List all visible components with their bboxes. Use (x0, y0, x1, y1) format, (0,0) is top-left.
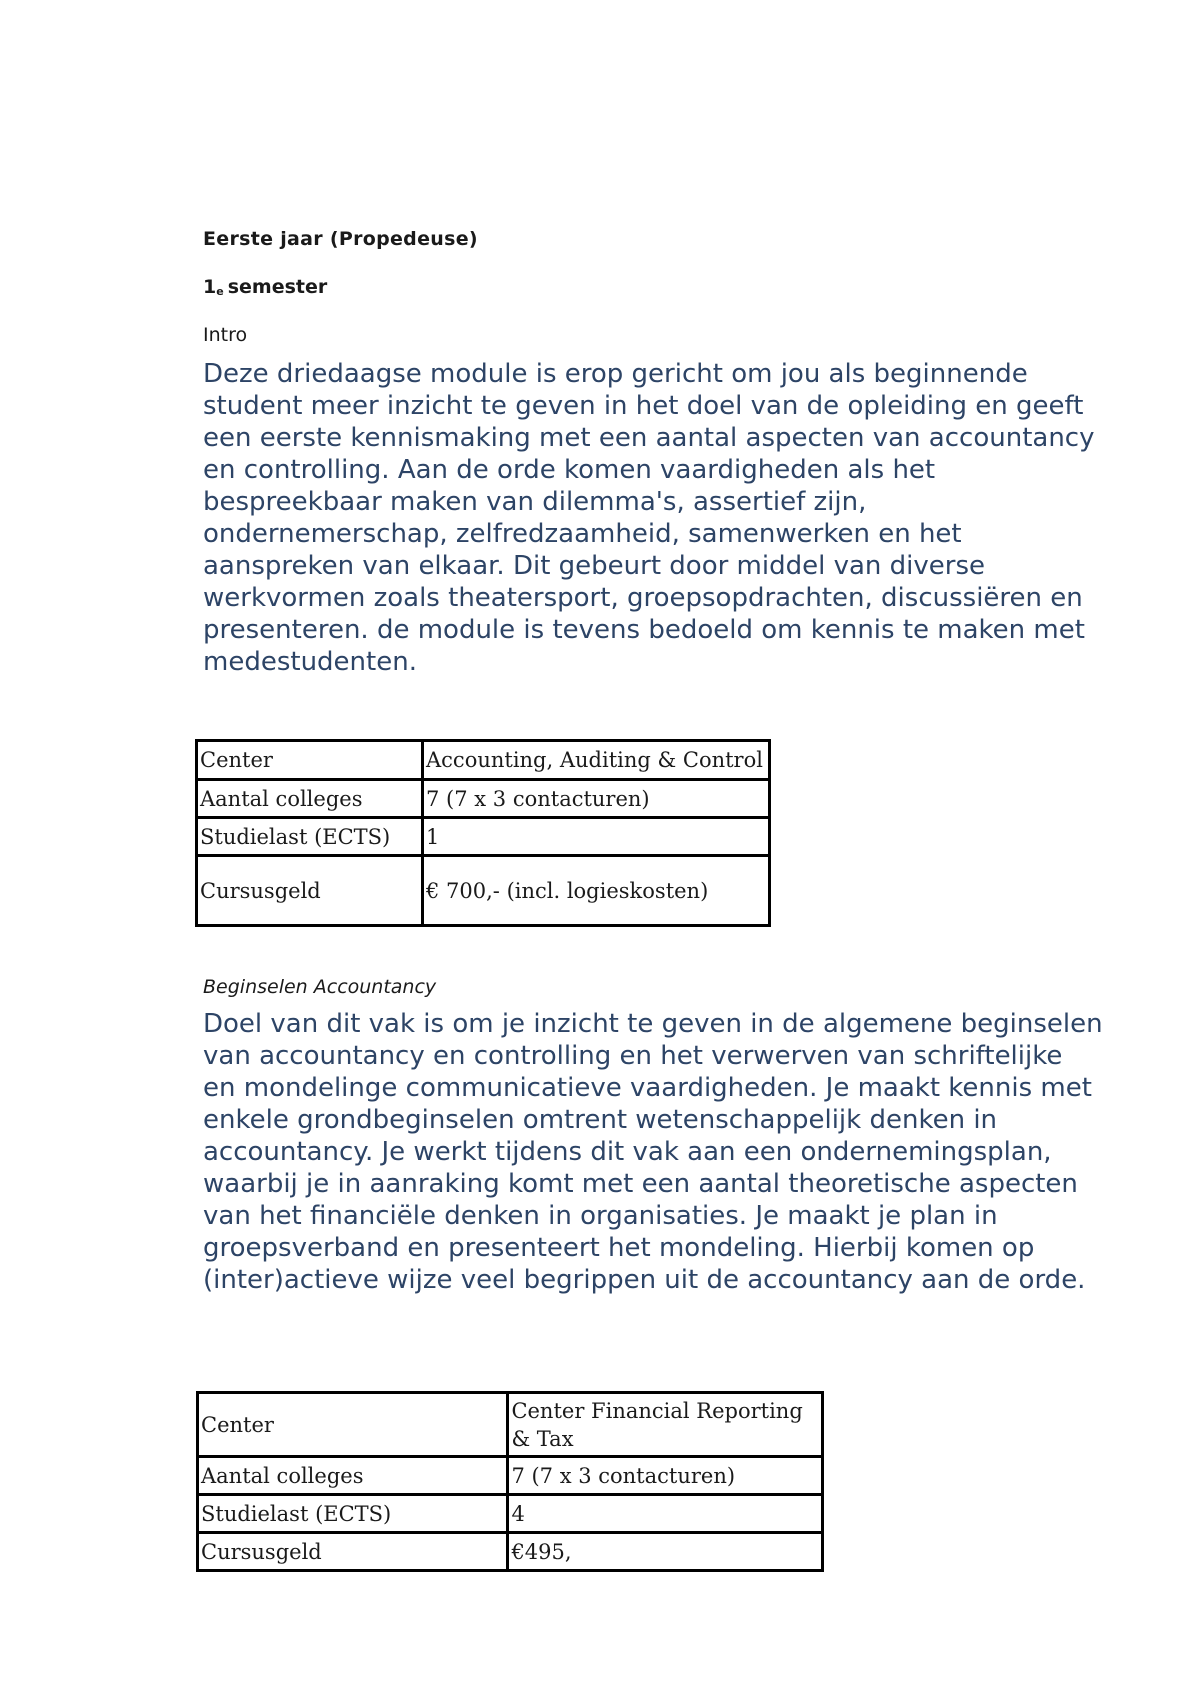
module-description-intro: Deze driedaagse module is erop gericht om jou als beginnende student meer inzicht te geven in het doel van de opleiding en geeft een eerste kennismaking met een aantal aspecten van accountancy en controlling. Aan de orde komen vaardigheden als het bespreekbaar maken van dilemma's, assertief zijn, ondernemerschap, zelfredzaamheid, samenwerken en het aanspreken van elkaar. Dit gebeurt door middel van diverse werkvormen zoals theatersport, groepsopdrachten, discussiëren en presenteren. de module is tevens bedoeld om kennis te maken met medestudenten. (203, 359, 1095, 677)
table-cell-value: 1 (423, 818, 770, 856)
table-row (197, 741, 770, 780)
table-cell-label: Studielast (ECTS) (198, 1495, 508, 1533)
table-cell-label: Aantal colleges (198, 1457, 508, 1495)
table-cell-label: Aantal colleges (197, 780, 423, 818)
table-cell-value: 7 (7 x 3 contacturen) (508, 1457, 823, 1495)
table-row (198, 1457, 823, 1495)
table-cell-label: Center (197, 741, 423, 780)
table-cell-value: €495, (508, 1533, 823, 1571)
table-row (197, 818, 770, 856)
semester-number: 1 (203, 276, 217, 298)
table-row (198, 1533, 823, 1571)
table-cell-label: Cursusgeld (197, 856, 423, 926)
table-cell-value: 4 (508, 1495, 823, 1533)
module-title-beginselen: Beginselen Accountancy (203, 976, 437, 998)
table-cell-value: Accounting, Auditing & Control (423, 741, 770, 780)
table-cell-value: 7 (7 x 3 contacturen) (423, 780, 770, 818)
table-cell-label: Studielast (ECTS) (197, 818, 423, 856)
table-row (198, 1495, 823, 1533)
table-cell-value: € 700,- (incl. logieskosten) (423, 856, 770, 926)
table-row (197, 780, 770, 818)
table-row (198, 1393, 823, 1457)
semester-label: semester (227, 276, 328, 298)
table-cell-label: Cursusgeld (198, 1533, 508, 1571)
module-info-table-beginselen (196, 1391, 824, 1572)
semester-heading (203, 276, 327, 298)
module-title-intro: Intro (203, 324, 248, 346)
semester-superscript: e (216, 285, 224, 298)
table-row (197, 856, 770, 926)
table-cell-label: Center (198, 1393, 508, 1457)
module-info-table-intro (195, 739, 771, 927)
year-heading: Eerste jaar (Propedeuse) (203, 228, 478, 250)
table-cell-value: Center Financial Reporting & Tax (508, 1393, 823, 1457)
module-description-beginselen: Doel van dit vak is om je inzicht te geven in de algemene beginselen van accountancy en controlling en het verwerven van schriftelijke en mondelinge communicatieve vaardigheden. Je maakt kennis met enkele grondbeginselen omtrent wetenschappelijk denken in accountancy. Je werkt tijdens dit vak aan een ondernemingsplan, waarbij je in aanraking komt met een aantal theoretische aspecten van het financiële denken in organisaties. Je maakt je plan in groepsverband en presenteert het mondeling. Hierbij komen op (inter)actieve wijze veel begrippen uit de accountancy aan de orde. (203, 1009, 1103, 1295)
